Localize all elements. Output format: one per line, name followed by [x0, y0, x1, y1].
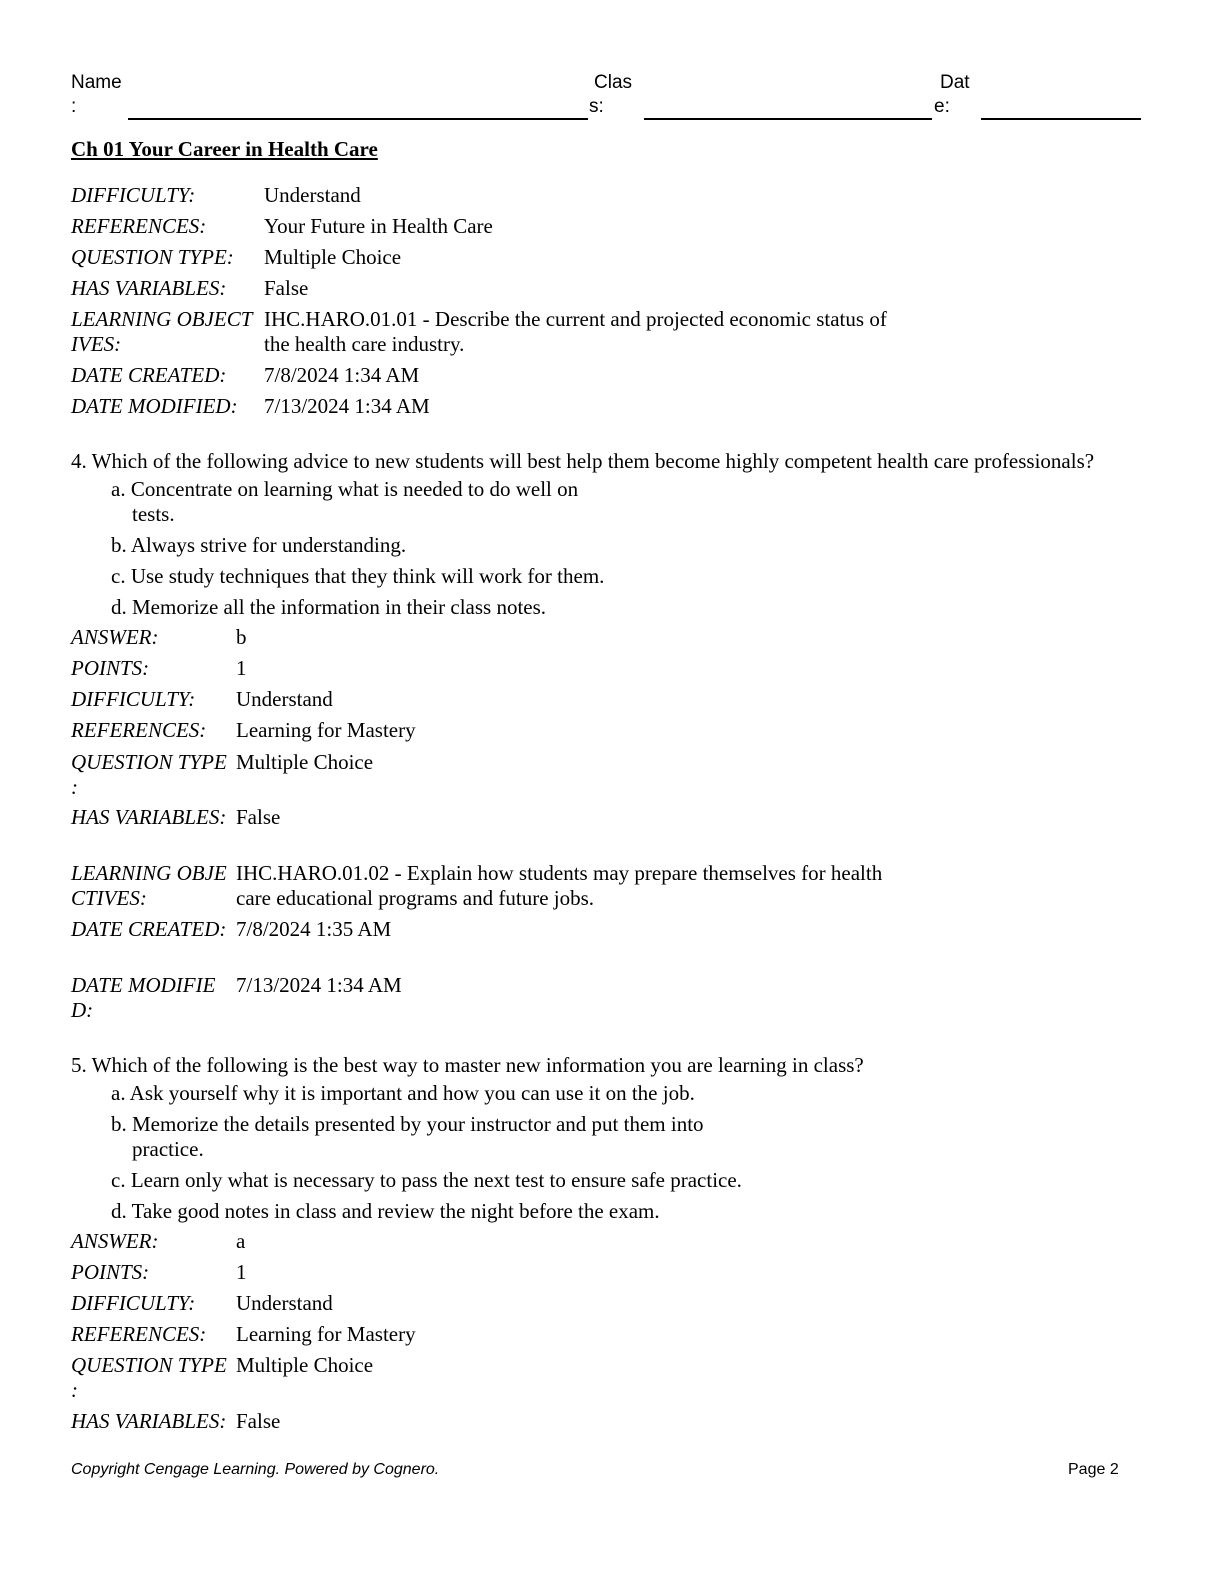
- date-created-value: 7/8/2024 1:35 AM: [236, 917, 392, 941]
- has-variables-label: HAS VARIABLES:: [71, 805, 227, 829]
- question-type-value: Multiple Choice: [264, 245, 402, 269]
- question-type-label: QUESTION TYPE: [71, 1353, 227, 1377]
- learning-objectives-label: LEARNING OBJE: [71, 861, 227, 885]
- learning-objectives-label: LEARNING OBJECT: [71, 307, 253, 331]
- learning-objectives-label-cont: CTIVES:: [71, 886, 147, 910]
- points-value: 1: [236, 656, 247, 680]
- name-field[interactable]: [128, 118, 588, 120]
- date-field[interactable]: [981, 118, 1141, 120]
- answer-value: a: [236, 1229, 246, 1253]
- q4-learning-objectives-row: [71, 861, 971, 911]
- points-label: POINTS:: [71, 656, 150, 680]
- date-created-value: 7/8/2024 1:34 AM: [264, 363, 420, 387]
- has-variables-label: HAS VARIABLES:: [71, 1409, 227, 1433]
- q5-option-b-cont: practice.: [132, 1137, 204, 1161]
- difficulty-value: Understand: [236, 687, 333, 711]
- learning-objectives-value: IHC.HARO.01.01 - Describe the current and projected economic status of: [264, 307, 887, 331]
- difficulty-label: DIFFICULTY:: [71, 1291, 196, 1315]
- question-type-value: Multiple Choice: [236, 750, 374, 774]
- chapter-title: Ch 01 Your Career in Health Care: [71, 137, 378, 161]
- date-modified-value: 7/13/2024 1:34 AM: [236, 973, 402, 997]
- class-label-colon: s:: [589, 96, 604, 117]
- question-type-value: Multiple Choice: [236, 1353, 374, 1377]
- learning-objectives-value-cont: the health care industry.: [264, 332, 465, 356]
- references-label: REFERENCES:: [71, 1322, 207, 1346]
- q4-option-b[interactable]: b. Always strive for understanding.: [111, 533, 407, 557]
- class-field[interactable]: [644, 118, 932, 120]
- difficulty-value: Understand: [236, 1291, 333, 1315]
- difficulty-value: Understand: [264, 183, 361, 207]
- date-modified-label-cont: D:: [71, 998, 94, 1022]
- has-variables-value: False: [236, 805, 281, 829]
- q4-date-modified-row: [71, 973, 971, 1023]
- q4-option-a[interactable]: a. Concentrate on learning what is needed to do well on: [111, 477, 579, 501]
- question-type-label: QUESTION TYPE:: [71, 245, 234, 269]
- answer-value: b: [236, 625, 247, 649]
- q5-question-type-row: [71, 1353, 971, 1403]
- q5-option-c[interactable]: c. Learn only what is necessary to pass the next test to ensure safe practice.: [111, 1168, 742, 1192]
- question-4-text: 4. Which of the following advice to new students will best help them become highly competent health care professionals?: [71, 449, 1095, 473]
- date-created-label: DATE CREATED:: [71, 917, 227, 941]
- difficulty-label: DIFFICULTY:: [71, 687, 196, 711]
- references-label: REFERENCES:: [71, 214, 207, 238]
- date-label-colon: e:: [934, 96, 950, 117]
- references-value: Your Future in Health Care: [264, 214, 493, 238]
- learning-objectives-value: IHC.HARO.01.02 - Explain how students may prepare themselves for health: [236, 861, 883, 885]
- date-modified-label: DATE MODIFIED:: [71, 394, 238, 418]
- references-label: REFERENCES:: [71, 718, 207, 742]
- q5-option-b[interactable]: b. Memorize the details presented by your instructor and put them into: [111, 1112, 704, 1136]
- points-label: POINTS:: [71, 1260, 150, 1284]
- name-label: Name: [71, 72, 122, 93]
- date-label: Dat: [940, 72, 970, 93]
- q4-option-a-cont: tests.: [132, 502, 175, 526]
- q3-learning-objectives-row: [71, 307, 971, 357]
- q5-option-d[interactable]: d. Take good notes in class and review the night before the exam.: [111, 1199, 660, 1223]
- references-value: Learning for Mastery: [236, 718, 416, 742]
- has-variables-label: HAS VARIABLES:: [71, 276, 227, 300]
- answer-label: ANSWER:: [71, 625, 159, 649]
- has-variables-value: False: [264, 276, 309, 300]
- points-value: 1: [236, 1260, 247, 1284]
- difficulty-label: DIFFICULTY:: [71, 183, 196, 207]
- date-modified-value: 7/13/2024 1:34 AM: [264, 394, 430, 418]
- footer-copyright: Copyright Cengage Learning. Powered by Cognero.: [71, 1461, 440, 1478]
- date-modified-label: DATE MODIFIE: [71, 973, 216, 997]
- question-type-label-cont: :: [71, 1378, 78, 1402]
- class-label: Clas: [594, 72, 633, 93]
- date-created-label: DATE CREATED:: [71, 363, 227, 387]
- question-type-label-cont: :: [71, 775, 78, 799]
- q4-question-type-row: [71, 750, 971, 800]
- answer-label: ANSWER:: [71, 1229, 159, 1253]
- has-variables-value: False: [236, 1409, 281, 1433]
- q5-option-a[interactable]: a. Ask yourself why it is important and how you can use it on the job.: [111, 1081, 695, 1105]
- learning-objectives-label-cont: IVES:: [71, 332, 122, 356]
- question-type-label: QUESTION TYPE: [71, 750, 227, 774]
- q4-option-c[interactable]: c. Use study techniques that they think will work for them.: [111, 564, 605, 588]
- question-5-text: 5. Which of the following is the best way to master new information you are learning in class?: [71, 1053, 864, 1077]
- q4-option-d[interactable]: d. Memorize all the information in their class notes.: [111, 595, 547, 619]
- learning-objectives-value-cont: care educational programs and future jobs.: [236, 886, 595, 910]
- references-value: Learning for Mastery: [236, 1322, 416, 1346]
- page-number: Page 2: [1068, 1461, 1119, 1478]
- name-label-colon: :: [71, 96, 77, 117]
